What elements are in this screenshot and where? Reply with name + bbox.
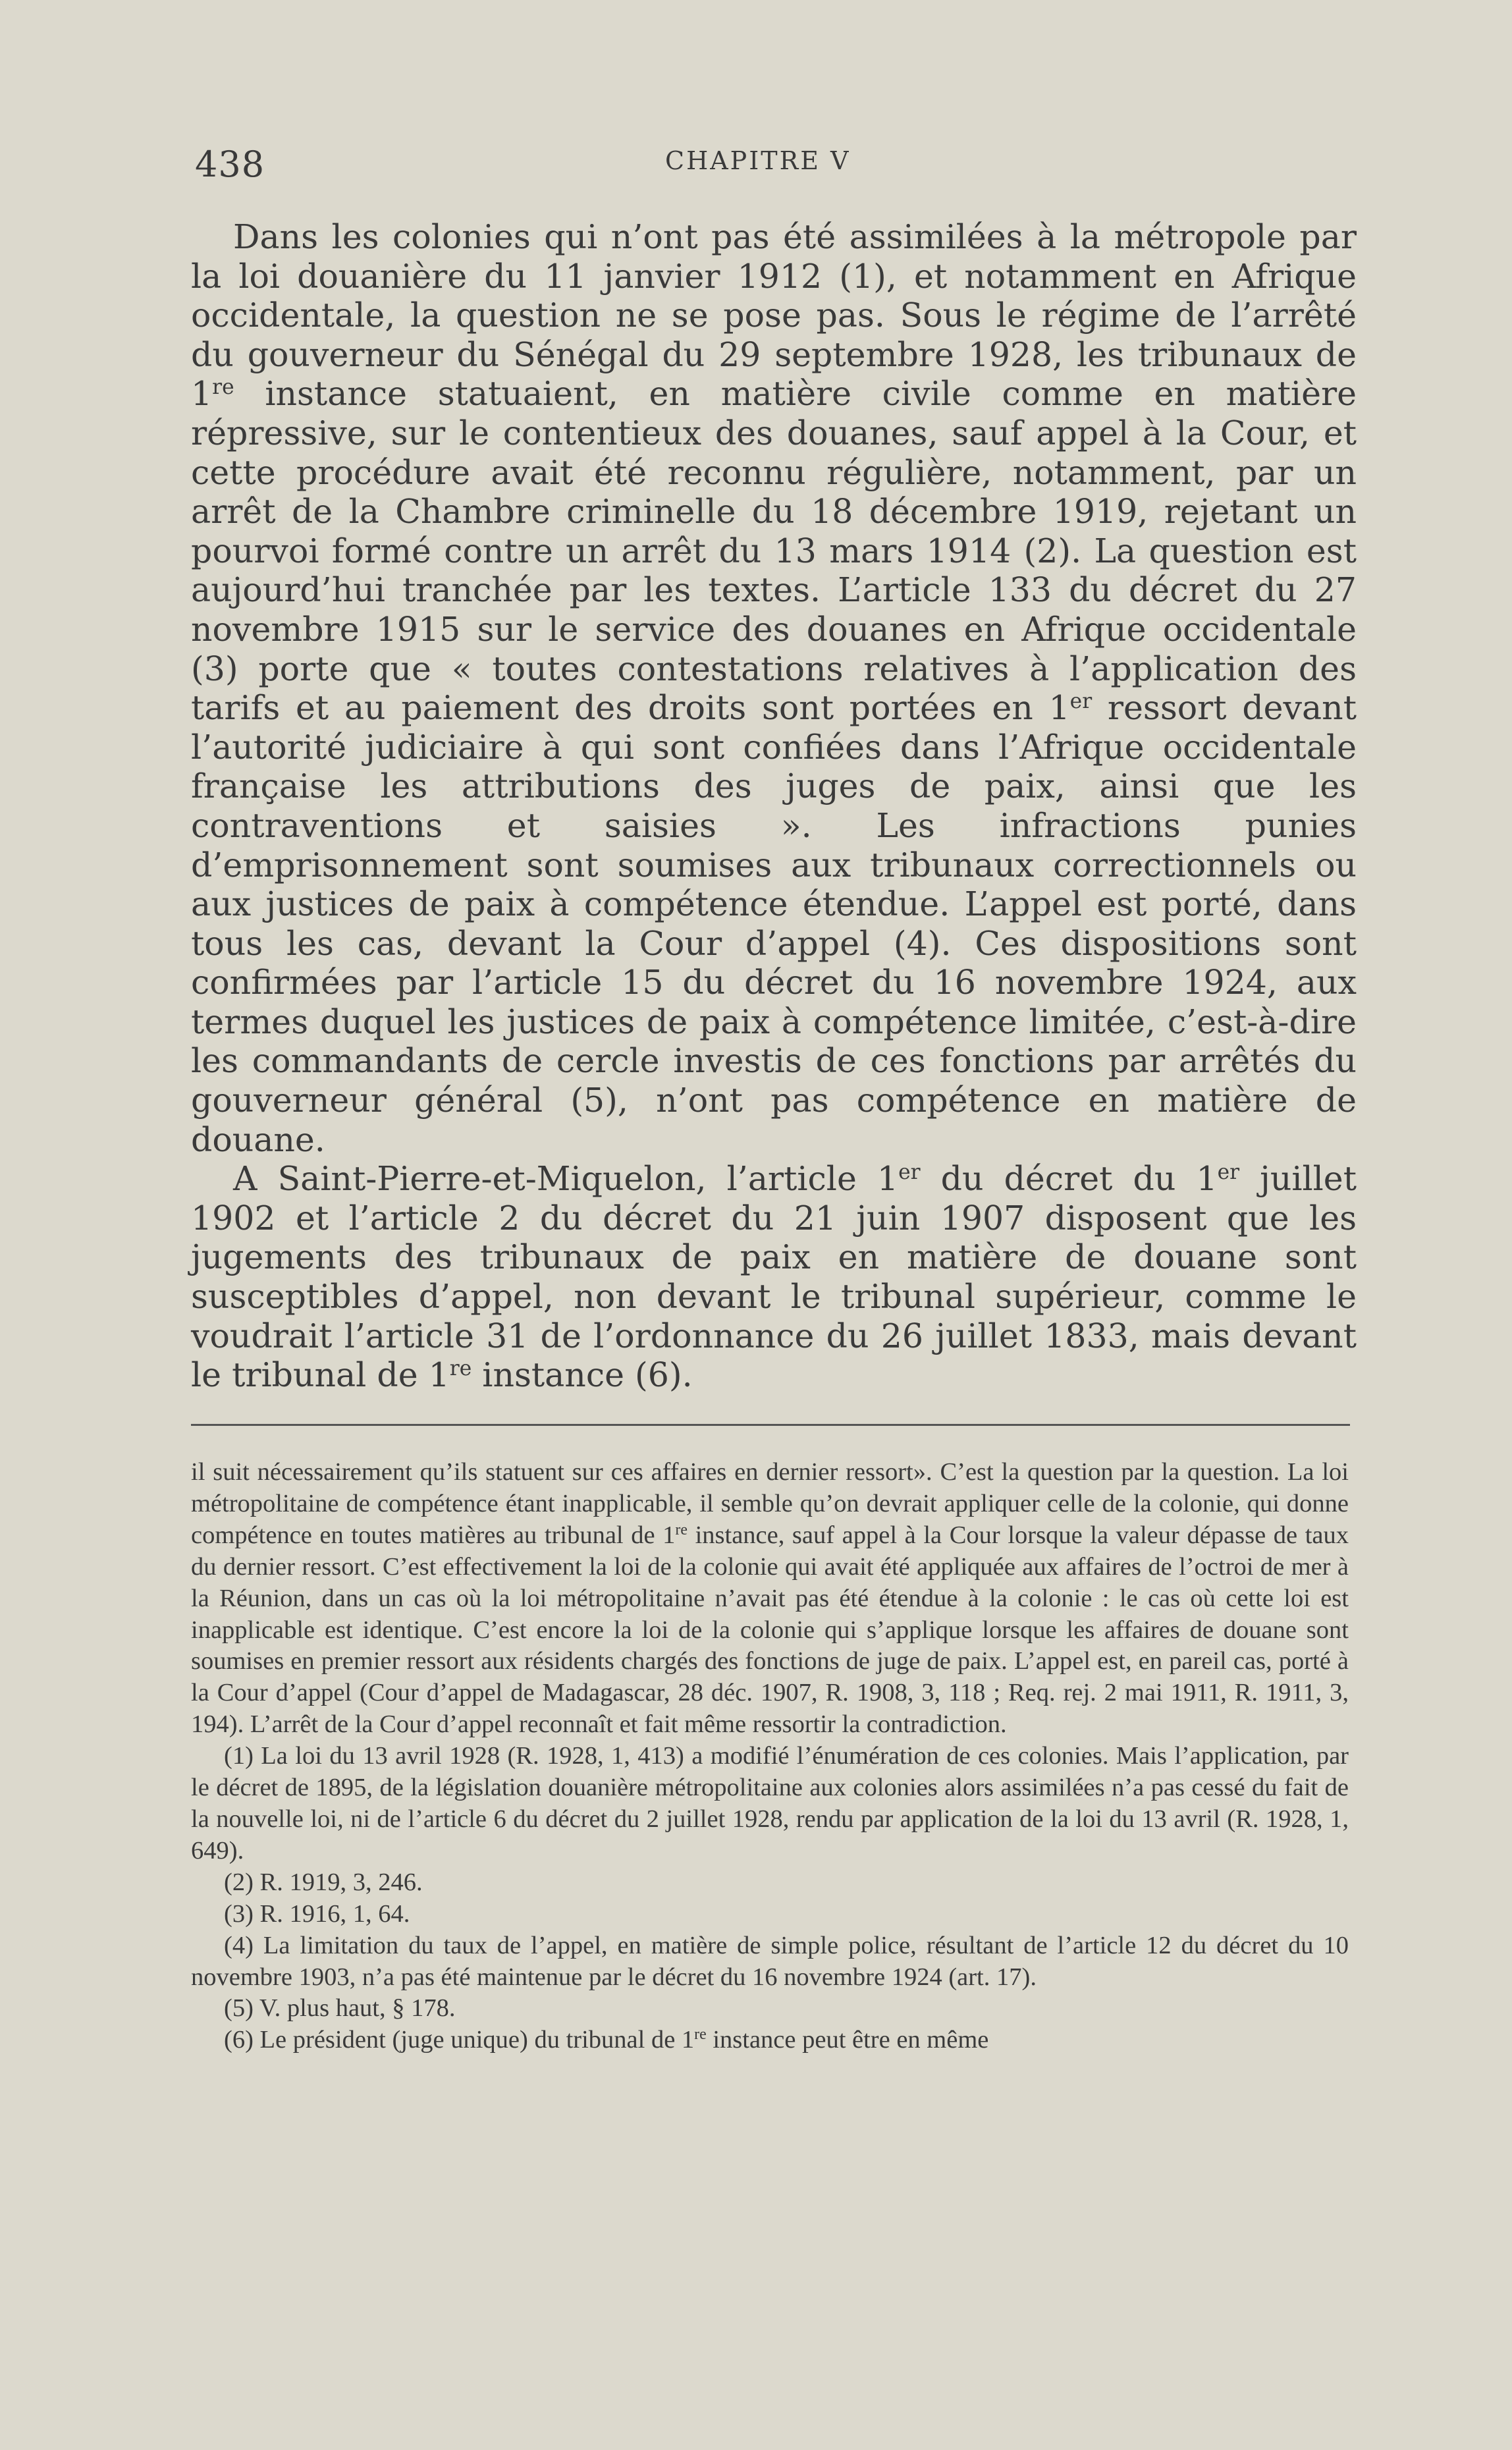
footnote-continuation: il suit nécessairement qu’ils statuent sur ces affaires en dernier ressort». C’est la question par la question. La loi métropolitaine de compétence étant inapplicable, il semble qu’on devrait appliquer celle de la colonie, qui donne compétence en toutes matières au tribunal de 1re instance, sauf appel à la Cour lorsque la valeur dépasse de taux du dernier ressort. C’est effectivement la loi de la colonie qui avait été appliquée aux affaires de l’octroi de mer à la Réunion, dans un cas où la loi métropolitaine n’avait pas été étendue à la colonie : le cas où cette loi est inapplicable est identique. C’est encore la loi de la colonie qui s’applique lorsque les affaires de douane sont soumises en premier ressort aux résidents chargés des fonctions de juge de paix. L’appel est, en pareil cas, porté à la Cour d’appel (Cour d’appel de Madagascar, 28 déc. 1907, R. 1908, 3, 118 ; Req. rej. 2 mai 1911, R. 1911, 3, 194). L’arrêt de la Cour d’appel reconnaît et fait même ressortir la contradiction. xyxy=(191,1458,1349,1739)
footnote-3: (3) R. 1916, 1, 64. xyxy=(224,1899,410,1928)
footnotes xyxy=(191,1457,1349,2056)
footnote-6: (6) Le président (juge unique) du tribunal de 1re instance peut être en même xyxy=(224,2026,989,2054)
footnote-4: (4) La limitation du taux de l’appel, en matière de simple police, résultant de l’article 12 du décret du 10 novembre 1903, n’a pas été maintenue par le décret du 16 novembre 1924 (art. 17). xyxy=(191,1931,1349,1991)
page-number: 438 xyxy=(195,144,265,185)
footnote-2: (2) R. 1919, 3, 246. xyxy=(224,1868,423,1896)
footnote-5: (5) V. plus haut, § 178. xyxy=(224,1994,456,2023)
body-paragraph: A Saint-Pierre-et-Miquelon, l’article 1er du décret du 1er juillet 1902 et l’article 2 du décret du 21 juin 1907 disposent que les jugements des tribunaux de paix en matière de douane sont susceptibles d’appel, non devant le tribunal supérieur, comme le voudrait l’article 31 de l’ordonnance du 26 juillet 1833, mais devant le tribunal de 1re instance (6). xyxy=(191,1159,1357,1395)
footnote-divider xyxy=(191,1424,1350,1426)
footnote-1: (1) La loi du 13 avril 1928 (R. 1928, 1, 413) a modifié l’énumération de ces colonies. Mais l’application, par le décret de 1895, de la législation douanière métropolitaine aux colonies alors assimilées n’a pas cessé du fait de la nouvelle loi, ni de l’article 6 du décret du 2 juillet 1928, rendu par application de la loi du 13 avril (R. 1928, 1, 649). xyxy=(191,1742,1349,1865)
running-title: CHAPITRE V xyxy=(665,146,851,175)
body-paragraph: Dans les colonies qui n’ont pas été assimilées à la métropole par la loi douanière du 11 janvier 1912 (1), et notamment en Afrique occidentale, la question ne se pose pas. Sous le régime de l’arrêté du gouverneur du Sénégal du 29 septembre 1928, les tribunaux de 1re instance statuaient, en matière civile comme en matière répressive, sur le contentieux des douanes, sauf appel à la Cour, et cette procédure avait été reconnu régulière, notamment, par un arrêt de la Chambre criminelle du 18 décembre 1919, rejetant un pourvoi formé contre un arrêt du 13 mars 1914 (2). La question est aujourd’hui tranchée par les textes. L’article 133 du décret du 27 novembre 1915 sur le service des douanes en Afrique occidentale (3) porte que « toutes contestations relatives à l’application des tarifs et au paiement des droits sont portées en 1er ressort devant l’autorité judiciaire à qui sont confiées dans l’Afrique occidentale française les attributions des juges de paix, ainsi que les contraventions et saisies ». Les infractions punies d’emprisonnement sont soumises aux tribunaux correctionnels ou aux justices de paix à compétence étendue. L’appel est porté, dans tous les cas, devant la Cour d’appel (4). Ces dispositions sont confirmées par l’article 15 du décret du 16 novembre 1924, aux termes duquel les justices de paix à compétence limitée, c’est-à-dire les commandants de cercle investis de ces fonctions par arrêtés du gouverneur général (5), n’ont pas compétence en matière de douane. xyxy=(191,217,1357,1159)
main-text xyxy=(191,217,1357,1395)
